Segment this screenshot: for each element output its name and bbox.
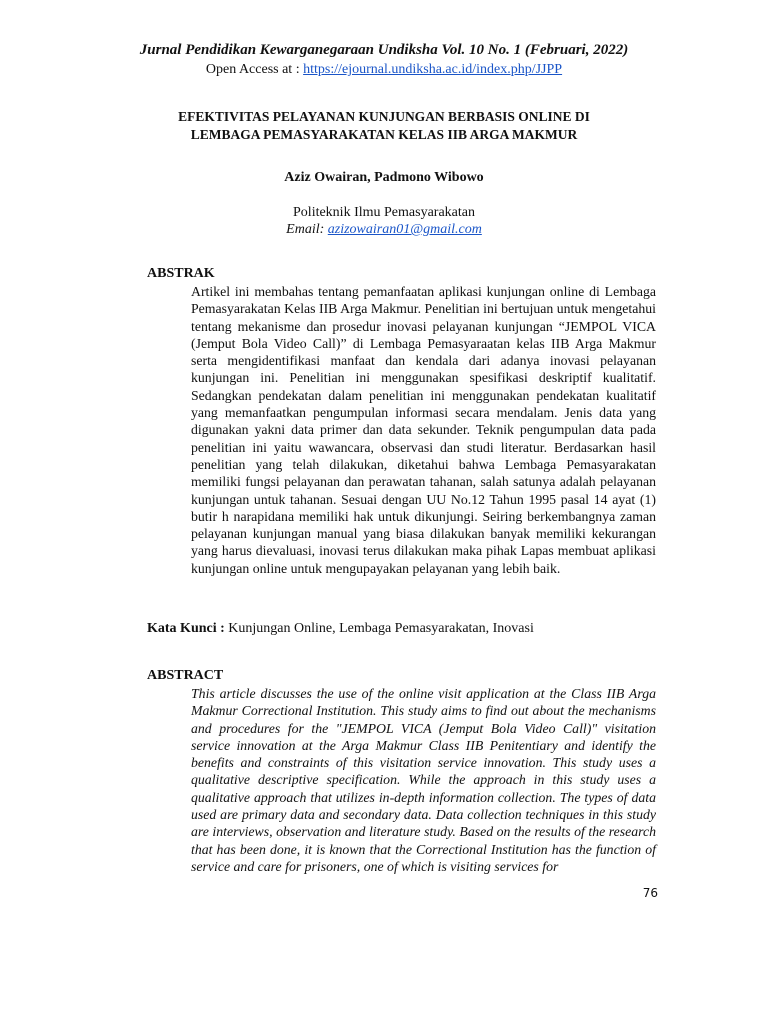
abstract-heading: ABSTRACT [147,668,224,683]
email-label: Email: [286,222,328,237]
institution: Politeknik Ilmu Pemasyarakatan [293,205,475,220]
title-line-2: LEMBAGA PEMASYARAKATAN KELAS IIB ARGA MAKMUR [190,127,578,142]
paper-title [0,108,768,144]
journal-url-link[interactable]: https://ejournal.undiksha.ac.id/index.php/JJPP [303,62,563,77]
keywords-line [147,621,534,637]
abstract-body: This article discusses the use of the online visit application at the Class IIB Arga Makmur Correctional Institution. This study aims to find out about the mechanisms and procedures for the "JEMPOL VICA (Jemput Bola Video Call)" visitation service innovation at the Arga Makmur Class IIB Penitentiary and identify the benefits and constraints of this visitation service innovation. This study uses a qualitative descriptive specification. While the approach in this study uses a qualitative approach that utilizes in-depth information collection. The types of data used are primary data and secondary data. Data collection techniques in this study are interviews, observation and literature study. Based on the results of the research that has been done, it is known that the Correctional Institution has the function of service and care for prisoners, one of which is visiting services for [191,686,656,874]
affiliation [0,204,768,238]
email-line [0,221,768,238]
email-link[interactable]: azizowairan01@gmail.com [327,222,482,237]
abstrak-body: Artikel ini membahas tentang pemanfaatan aplikasi kunjungan online di Lembaga Pemasyarakatan Kelas IIB Arga Makmur. Penelitian ini bertujuan untuk mengetahui tentang mekanisme dan prosedur inovasi pelayanan kunjungan “JEMPOL VICA (Jemput Bola Video Call)” di Lembaga Pemasyaraatan kelas IIB Arga Makmur serta mengidentifikasi manfaat dan kendala dari adanya inovasi pelayanan kunjungan ini. Penelitian ini menggunakan spesifikasi deskriptif kualitatif. Sedangkan pendekatan dalam penelitian ini menggunakan pendekatan kualitatif yang memanfaatkan pengumpulan informasi secara mendalam. Jenis data yang digunakan yakni data primer dan data sekunder. Teknik pengumpulan data pada penelitian ini yaitu wawancara, observasi dan studi literatur. Berdasarkan hasil penelitian yang telah dilakukan, diketahui bahwa Lembaga Pemasyarakatan memiliki fungsi pelayanan dan perawatan tahanan, salah satunya adalah pelayanan kunjungan untuk tahanan. Sesuai dengan UU No.12 Tahun 1995 pasal 14 ayat (1) butir h narapidana memiliki hak untuk dikunjungi. Seiring berkembangnya zaman pelayanan kunjungan manual yang biasa dilakukan banyak memiliki kekurangan yang harus dievaluasi, inovasi terus dilakukan maka pihak Lapas membuat aplikasi kunjungan online untuk mengupayakan pelayanan yang lebih baik. [191,284,656,576]
keywords-label: Kata Kunci : [147,621,229,636]
title-line-1: EFEKTIVITAS PELAYANAN KUNJUNGAN BERBASIS ONLINE DI [178,109,590,124]
keywords-value: Kunjungan Online, Lembaga Pemasyarakatan, Inovasi [228,621,534,636]
journal-header: Jurnal Pendidikan Kewarganegaraan Undiksha Vol. 10 No. 1 (Februari, 2022) [139,42,629,58]
abstrak-heading: ABSTRAK [147,266,215,281]
open-access-line [0,62,768,78]
authors: Aziz Owairan, Padmono Wibowo [284,170,484,185]
open-access-label: Open Access at : [205,62,304,77]
page-number: 76 [642,886,658,900]
